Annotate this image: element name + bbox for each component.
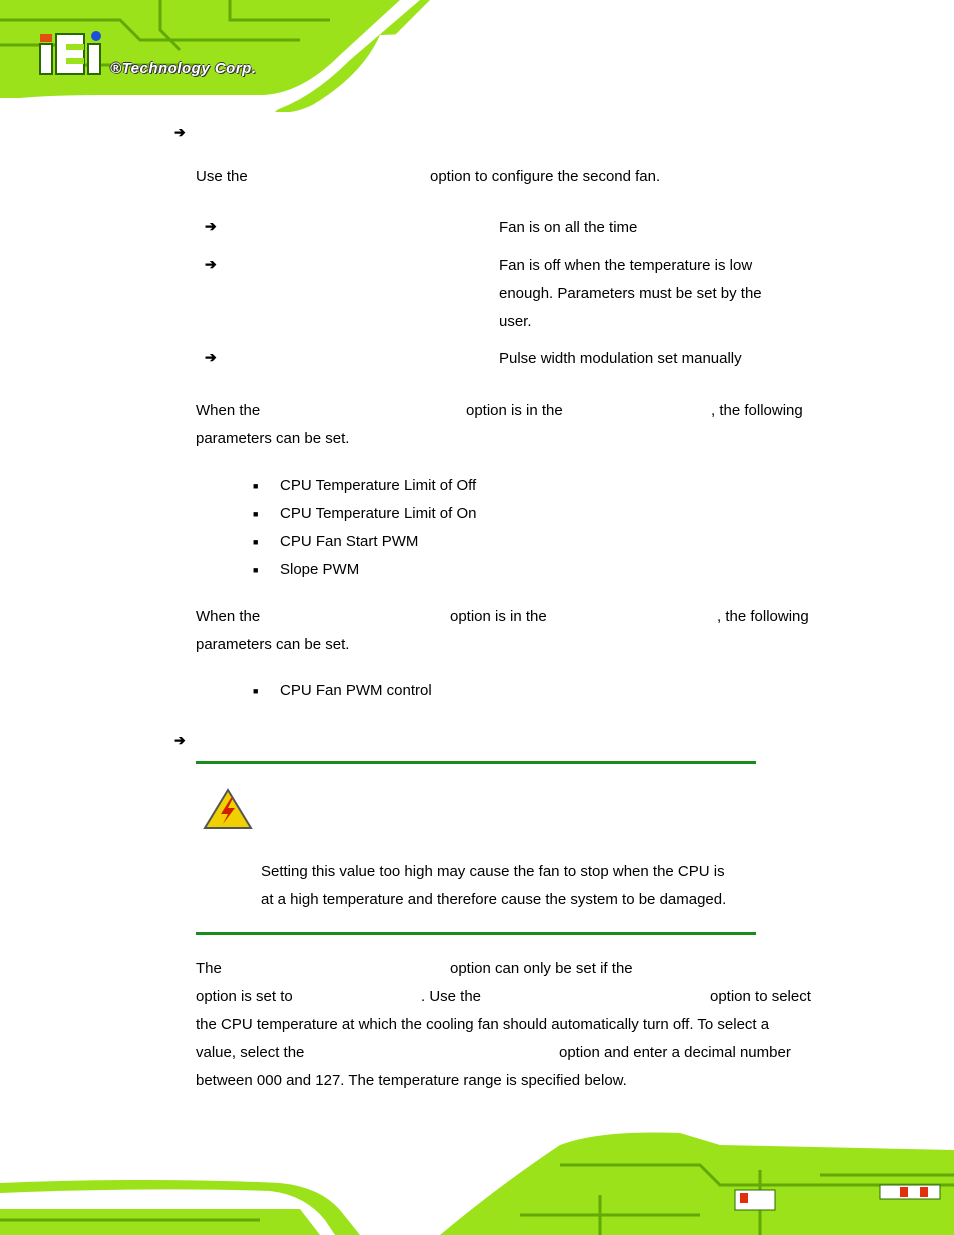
s2-l2-c: option to select: [710, 988, 811, 1005]
intro-prefix: Use the: [196, 168, 248, 185]
circuit-board-footer: [0, 1125, 954, 1235]
arrow-bullet-icon: ➔: [205, 218, 217, 234]
company-name: ®Technology Corp.: [110, 60, 257, 77]
square-bullet-icon: ■: [253, 686, 259, 696]
arrow-bullet-icon: ➔: [205, 256, 217, 272]
para2-line2: parameters can be set.: [196, 636, 350, 653]
s2-l4-a: value, select the: [196, 1044, 305, 1061]
option-description: Pulse width modulation set manually: [499, 350, 742, 367]
para2-following: , the following: [717, 608, 809, 625]
square-bullet-icon: ■: [253, 481, 259, 491]
s2-l3: the CPU temperature at which the cooling fan should automatically turn off. To select a: [196, 1016, 770, 1033]
arrow-bullet-icon: ➔: [205, 349, 217, 365]
option-description-line: user.: [499, 313, 532, 330]
para2-when: When the: [196, 608, 261, 625]
para1-option: option is in the: [466, 402, 563, 419]
warning-text-line2: at a high temperature and therefore cause the system to be damaged.: [261, 891, 727, 908]
s2-l4-b: option and enter a decimal number: [559, 1044, 791, 1061]
page-header: [0, 0, 954, 112]
list-item: Slope PWM: [280, 561, 360, 578]
warning-icon: [203, 788, 253, 830]
para1-line2: parameters can be set.: [196, 430, 350, 447]
para2-option: option is in the: [450, 608, 547, 625]
square-bullet-icon: ■: [253, 509, 259, 519]
list-item: CPU Temperature Limit of On: [280, 505, 477, 522]
square-bullet-icon: ■: [253, 537, 259, 547]
list-item: CPU Temperature Limit of Off: [280, 477, 477, 494]
page-footer: [0, 1125, 954, 1235]
warning-top-rule: [196, 761, 756, 764]
intro-suffix: option to configure the second fan.: [430, 168, 661, 185]
warning-text-line1: Setting this value too high may cause the fan to stop when the CPU is: [261, 863, 725, 880]
s2-l5: between 000 and 127. The temperature range is specified below.: [196, 1072, 627, 1089]
s2-l2-a: option is set to: [196, 988, 293, 1005]
s2-l2-b: . Use the: [421, 988, 482, 1005]
list-item: CPU Fan PWM control: [280, 682, 432, 699]
warning-bottom-rule: [196, 932, 756, 935]
list-item: CPU Fan Start PWM: [280, 533, 419, 550]
arrow-bullet-icon: ➔: [174, 732, 186, 748]
option-description-line: Fan is off when the temperature is low: [499, 257, 753, 274]
iei-logo: [38, 30, 108, 78]
option-description: Fan is on all the time: [499, 219, 638, 236]
para1-when: When the: [196, 402, 261, 419]
circuit-board-banner: [0, 0, 954, 112]
s2-l1-b: option can only be set if the: [450, 960, 633, 977]
square-bullet-icon: ■: [253, 565, 259, 575]
para1-following: , the following: [711, 402, 803, 419]
arrow-bullet-icon: ➔: [174, 124, 186, 140]
option-description-line: enough. Parameters must be set by the: [499, 285, 762, 302]
s2-l1-a: The: [196, 960, 222, 977]
